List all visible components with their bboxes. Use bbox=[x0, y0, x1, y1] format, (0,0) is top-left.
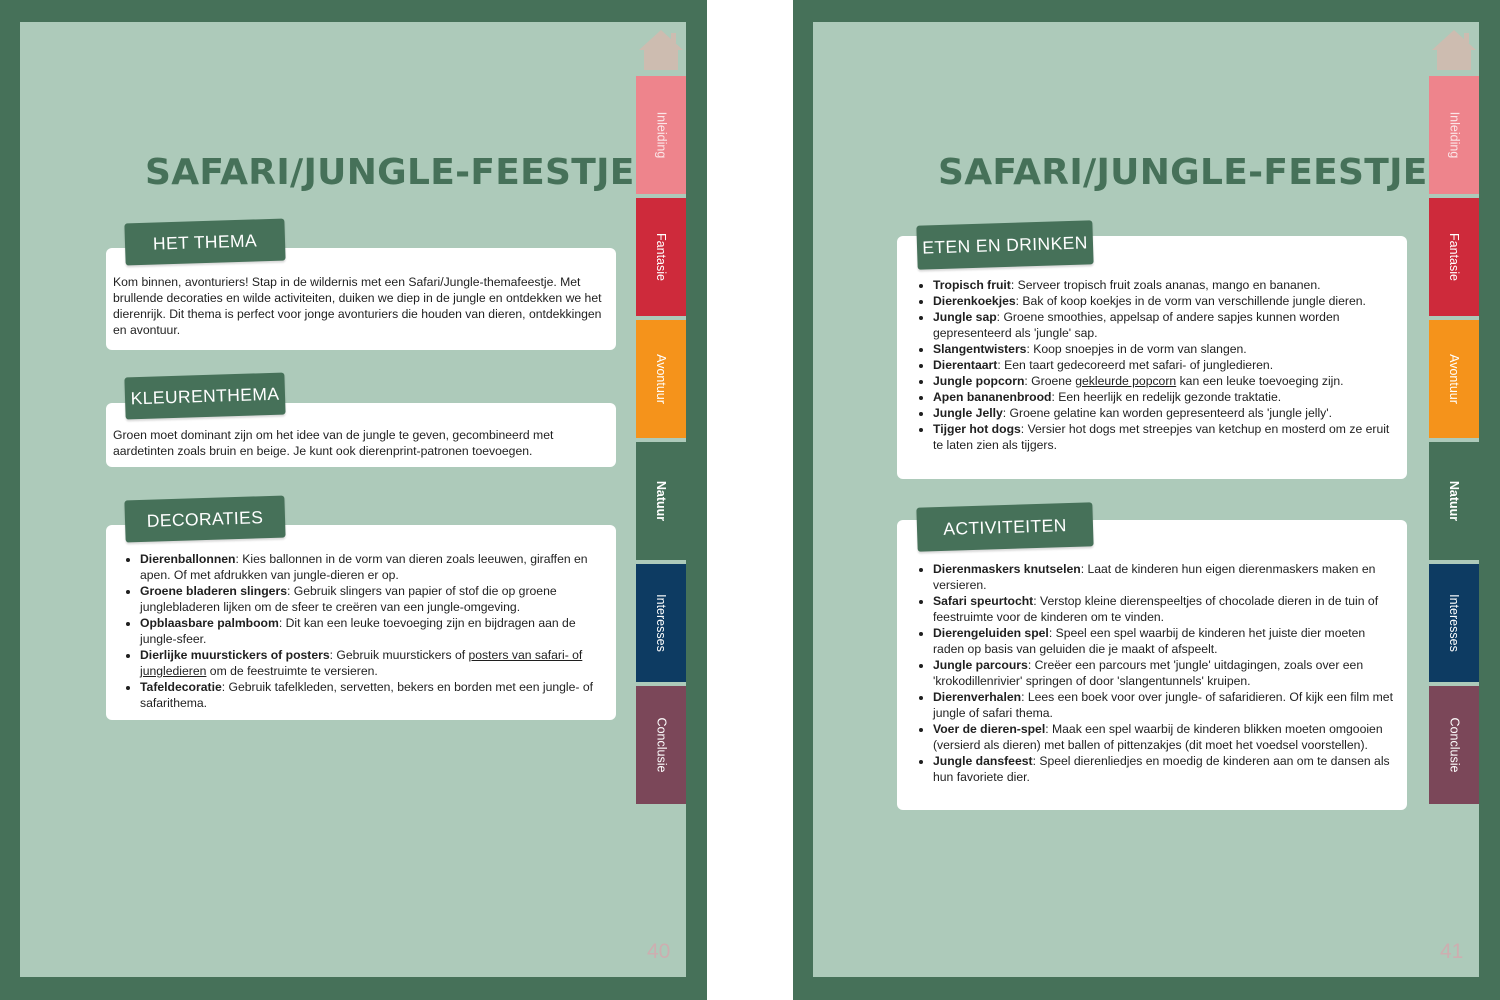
list-item: • Dierentaart: Een taart gedecoreerd met safari- of jungledieren. bbox=[933, 357, 1395, 373]
list-item: • Tijger hot dogs: Versier hot dogs met streepjes van ketchup en mosterd om ze eruit te laten zien als tijgers. bbox=[933, 421, 1395, 453]
list-item: • Dierenmaskers knutselen: Laat de kinderen hun eigen dierenmaskers maken en versieren. bbox=[933, 561, 1395, 593]
list-item: • Dierengeluiden spel: Speel een spel waarbij de kinderen het juiste dier moeten raden op basis van geluiden die je maakt of afspeelt. bbox=[933, 625, 1395, 657]
page-content bbox=[20, 22, 686, 977]
page-title: SAFARI/JUNGLE-FEESTJE bbox=[938, 152, 1428, 193]
tab-conclusie[interactable]: Conclusie bbox=[1429, 686, 1479, 804]
list-item: • Safari speurtocht: Verstop kleine dierenspeeltjes of chocolade dieren in de tuin of feestruimte voor de kinderen om te vinden. bbox=[933, 593, 1395, 625]
list-item: • Jungle sap: Groene smoothies, appelsap of andere sapjes kunnen worden gepresenteerd als 'jungle' sap. bbox=[933, 309, 1395, 341]
home-icon[interactable] bbox=[637, 28, 685, 72]
list-item: • Dierenverhalen: Lees een boek voor over jungle- of safaridieren. Of kijk een film met jungle of safari thema. bbox=[933, 689, 1395, 721]
page-content bbox=[813, 22, 1479, 977]
page-left bbox=[0, 0, 707, 1000]
list-item: • Voer de dieren-spel: Maak een spel waarbij de kinderen blikken moeten omgooien (versierd als dieren) met ballen of pittenzakjes (dit moet het voedsel voorstellen). bbox=[933, 721, 1395, 753]
decoraties-list bbox=[122, 551, 608, 711]
home-icon[interactable] bbox=[1430, 28, 1478, 72]
decoraties-heading: DECORATIES bbox=[124, 495, 285, 542]
tab-inleiding[interactable]: Inleiding bbox=[636, 76, 686, 194]
tab-natuur[interactable]: Natuur bbox=[636, 442, 686, 560]
tab-fantasie[interactable]: Fantasie bbox=[1429, 198, 1479, 316]
tab-avontuur[interactable]: Avontuur bbox=[1429, 320, 1479, 438]
list-item: • Dierenballonnen: Kies ballonnen in de vorm van dieren zoals leeuwen, giraffen en apen. Of met afdrukken van jungle-dieren er op. bbox=[140, 551, 608, 583]
list-item: • Tropisch fruit: Serveer tropisch fruit zoals ananas, mango en bananen. bbox=[933, 277, 1395, 293]
list-item: • Jungle popcorn: Groene gekleurde popcorn kan een leuke toevoeging zijn. bbox=[933, 373, 1395, 389]
activiteiten-heading: ACTIVITEITEN bbox=[916, 502, 1093, 552]
eten-card bbox=[897, 236, 1407, 479]
tab-interesses[interactable]: Interesses bbox=[636, 564, 686, 682]
popcorn-link[interactable]: gekleurde popcorn bbox=[1075, 374, 1177, 388]
activiteiten-card bbox=[897, 520, 1407, 810]
list-item: • Groene bladeren slingers: Gebruik slingers van papier of stof die op groene junglebladeren lijken om de sfeer te creëren van een jungle-omgeving. bbox=[140, 583, 608, 615]
kleuren-heading: KLEURENTHEMA bbox=[124, 372, 285, 419]
list-item: • Slangentwisters: Koop snoepjes in de vorm van slangen. bbox=[933, 341, 1395, 357]
activiteiten-list bbox=[915, 561, 1395, 785]
list-item: • Jungle dansfeest: Speel dierenliedjes en moedig de kinderen aan om te dansen als hun favoriete dier. bbox=[933, 753, 1395, 785]
tab-natuur[interactable]: Natuur bbox=[1429, 442, 1479, 560]
list-item: • Tafeldecoratie: Gebruik tafelkleden, servetten, bekers en borden met een jungle- of safarithema. bbox=[140, 679, 608, 711]
page-number: 40 bbox=[647, 940, 671, 963]
eten-list bbox=[915, 277, 1395, 453]
kleuren-text: Groen moet dominant zijn om het idee van de jungle te geven, gecombineerd met aardetinten zoals bruin en beige. Je kunt ook dierenprint-patronen toevoegen. bbox=[113, 428, 554, 458]
tab-avontuur[interactable]: Avontuur bbox=[636, 320, 686, 438]
thema-text: Kom binnen, avonturiers! Stap in de wildernis met een Safari/Jungle-themafeestje. Met brullende decoraties en wilde activiteiten, duiken we diep in de jungle en ontdekken we het dierenrijk. Dit thema is perfect voor jonge avonturiers die houden van dieren, ontdekkingen en avontuur. bbox=[113, 275, 602, 337]
posters-link[interactable]: posters van safari- of jungledieren bbox=[140, 648, 583, 678]
tab-conclusie[interactable]: Conclusie bbox=[636, 686, 686, 804]
decoraties-card bbox=[106, 525, 616, 720]
list-item: • Dierlijke muurstickers of posters: Gebruik muurstickers of posters van safari- of jungledieren om de feestruimte te versieren. bbox=[140, 647, 608, 679]
list-item: • Jungle Jelly: Groene gelatine kan worden gepresenteerd als 'jungle jelly'. bbox=[933, 405, 1395, 421]
page-title: SAFARI/JUNGLE-FEESTJE bbox=[145, 152, 635, 193]
tab-interesses[interactable]: Interesses bbox=[1429, 564, 1479, 682]
list-item: • Jungle parcours: Creëer een parcours met 'jungle' uitdagingen, zoals over een 'krokodillenrivier' springen of door 'slangentunnels' kruipen. bbox=[933, 657, 1395, 689]
list-item: • Dierenkoekjes: Bak of koop koekjes in de vorm van verschillende jungle dieren. bbox=[933, 293, 1395, 309]
thema-heading: HET THEMA bbox=[124, 218, 285, 265]
page-right bbox=[793, 0, 1500, 1000]
tab-inleiding[interactable]: Inleiding bbox=[1429, 76, 1479, 194]
list-item: • Apen bananenbrood: Een heerlijk en redelijk gezonde traktatie. bbox=[933, 389, 1395, 405]
page-number: 41 bbox=[1440, 940, 1464, 963]
list-item: • Opblaasbare palmboom: Dit kan een leuke toevoeging zijn en bijdragen aan de jungle-sfeer. bbox=[140, 615, 608, 647]
eten-heading: ETEN EN DRINKEN bbox=[916, 220, 1093, 270]
tab-fantasie[interactable]: Fantasie bbox=[636, 198, 686, 316]
